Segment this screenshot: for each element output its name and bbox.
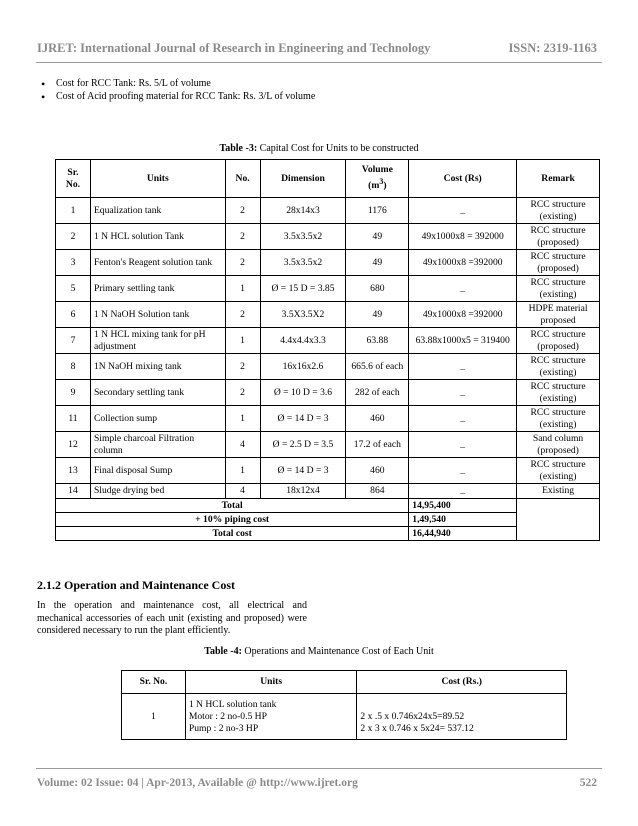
cell-volume: 460: [346, 406, 409, 432]
cell-cost: _: [409, 484, 517, 499]
cell-no: 1: [225, 276, 260, 302]
total-row: [56, 499, 600, 513]
section-paragraph: In the operation and maintenance cost, all electrical and mechanical accessories of each unit (existing and proposed) were considered necessary to run the plant efficiently.: [37, 600, 307, 636]
cell-dimension: Ø = 14 D = 3: [260, 458, 346, 484]
cell-dimension: 28x14x3: [260, 198, 346, 224]
cell-no: 2: [225, 198, 260, 224]
col-header-units: Units: [185, 671, 357, 694]
cell-remark: RCC structure (existing): [517, 198, 600, 224]
cell-unit: Final disposal Sump: [90, 458, 225, 484]
bullet-item: • Cost of Acid proofing material for RCC Tank: Rs. 3/L of volume: [37, 91, 337, 104]
table-header-row: [122, 671, 567, 694]
cell-sr: 8: [56, 354, 91, 380]
cell-dimension: 4.4x4.4x3.3: [260, 328, 346, 354]
cell-no: 1: [225, 458, 260, 484]
cell-no: 4: [225, 484, 260, 499]
cost-line: 2 x .5 x 0.746x24x5=89.52: [360, 710, 465, 722]
cell-remark: RCC structure (proposed): [517, 224, 600, 250]
cost-line: 2 x 3 x 0.746 x 5x24= 537.12: [360, 722, 474, 734]
table-row: [56, 198, 600, 224]
cell-remark: HDPE material proposed: [517, 302, 600, 328]
cell-cost: _: [409, 380, 517, 406]
table4-caption: [0, 646, 638, 657]
cell-dimension: Ø = 14 D = 3: [260, 406, 346, 432]
unit-line: 1 N HCL solution tank: [188, 698, 277, 710]
cell-remark: RCC structure (existing): [517, 380, 600, 406]
table-row: [56, 354, 600, 380]
cell-sr: 5: [56, 276, 91, 302]
cell-unit: Primary settling tank: [90, 276, 225, 302]
cell-volume: 17.2 of each: [346, 432, 409, 458]
table-header-row: [56, 160, 600, 198]
table-row: [56, 250, 600, 276]
cell-remark: RCC structure (existing): [517, 458, 600, 484]
table-row: [56, 224, 600, 250]
unit-line: Motor : 2 no-0.5 HP: [188, 710, 267, 722]
cell-sr: 14: [56, 484, 91, 499]
cell-sr: 1: [122, 694, 186, 740]
cell-cost: _: [409, 198, 517, 224]
col-header-no: No.: [225, 160, 260, 198]
cell-unit: 1N NaOH mixing tank: [90, 354, 225, 380]
table-row: [56, 406, 600, 432]
page-number: 522: [579, 777, 597, 789]
total-value: 14,95,400: [409, 499, 517, 513]
capital-cost-table: [55, 159, 600, 541]
cell-no: 2: [225, 354, 260, 380]
cell-remark: RCC structure (existing): [517, 354, 600, 380]
col-header-remark: Remark: [517, 160, 600, 198]
cell-sr: 1: [56, 198, 91, 224]
col-header-units: Units: [90, 160, 225, 198]
total-label: Total cost: [56, 527, 409, 541]
cell-no: 1: [225, 328, 260, 354]
cell-remark: RCC structure (proposed): [517, 250, 600, 276]
cell-unit: Equalization tank: [90, 198, 225, 224]
cell-no: 2: [225, 224, 260, 250]
cell-no: 2: [225, 302, 260, 328]
cell-volume: 665.6 of each: [346, 354, 409, 380]
cell-unit: Collection sump: [90, 406, 225, 432]
cell-cost: _: [409, 354, 517, 380]
cell-cost: _: [409, 432, 517, 458]
footer-volume: Volume: 02 Issue: 04 | Apr-2013, Available @ http://www.ijret.org: [37, 777, 358, 789]
footer-rule: [36, 768, 602, 769]
cell-cost: _: [409, 276, 517, 302]
col-header-sr: Sr. No.: [56, 160, 91, 198]
empty-remark-cell: [517, 499, 600, 541]
col-header-cost: Cost (Rs.): [357, 671, 567, 694]
cell-cost: 49x1000x8 =392000: [409, 250, 517, 276]
table-row: [56, 432, 600, 458]
cell-volume: 49: [346, 302, 409, 328]
col-header-cost: Cost (Rs): [409, 160, 517, 198]
unit-line: Pump : 2 no-3 HP: [188, 722, 259, 734]
cell-cost: _: [409, 458, 517, 484]
page-footer: [37, 777, 597, 789]
table-row: [56, 276, 600, 302]
total-label: + 10% piping cost: [56, 513, 409, 527]
table3-caption: [0, 143, 638, 154]
section-heading: 2.1.2 Operation and Maintenance Cost: [37, 578, 235, 592]
table-row: [122, 694, 567, 740]
cell-cost: 49x1000x8 = 392000: [409, 224, 517, 250]
cell-dimension: Ø = 10 D = 3.6: [260, 380, 346, 406]
cell-dimension: 18x12x4: [260, 484, 346, 499]
cell-sr: 6: [56, 302, 91, 328]
cell-units: [185, 694, 357, 740]
table-row: [56, 484, 600, 499]
cell-no: 2: [225, 250, 260, 276]
journal-title: IJRET: International Journal of Research in Engineering and Technology: [37, 41, 431, 55]
cell-cost: 49x1000x8 =392000: [409, 302, 517, 328]
cell-volume: 49: [346, 250, 409, 276]
cell-dimension: 3.5x3.5x2: [260, 224, 346, 250]
cell-volume: 460: [346, 458, 409, 484]
total-value: 1,49,540: [409, 513, 517, 527]
table3-caption-label: Table -3:: [219, 143, 258, 154]
table-row: [56, 328, 600, 354]
cell-sr: 13: [56, 458, 91, 484]
cell-dimension: 16x16x2.6: [260, 354, 346, 380]
col-header-sr: Sr. No.: [122, 671, 186, 694]
bullet-item: • Cost for RCC Tank: Rs. 5/L of volume: [37, 78, 337, 91]
header-rule: [36, 62, 602, 63]
om-cost-table: [121, 670, 567, 740]
cell-unit: 1 N HCL mixing tank for pH adjustment: [90, 328, 225, 354]
cell-sr: 2: [56, 224, 91, 250]
page-header: [37, 41, 597, 56]
col-header-volume: Volume $(m^3)$: [346, 160, 409, 198]
cell-sr: 9: [56, 380, 91, 406]
cell-remark: RCC structure (proposed): [517, 328, 600, 354]
cell-dimension: Ø = 15 D = 3.85: [260, 276, 346, 302]
cell-dimension: 3.5x3.5x2: [260, 250, 346, 276]
total-value: 16,44,940: [409, 527, 517, 541]
cell-sr: 7: [56, 328, 91, 354]
cell-remark: RCC structure (existing): [517, 406, 600, 432]
cell-sr: 11: [56, 406, 91, 432]
cell-volume: 63.88: [346, 328, 409, 354]
cell-remark: RCC structure (existing): [517, 276, 600, 302]
cell-unit: Simple charcoal Filtration column: [90, 432, 225, 458]
total-label: Total: [56, 499, 409, 513]
table-row: [56, 380, 600, 406]
cell-no: 2: [225, 380, 260, 406]
cell-volume: 680: [346, 276, 409, 302]
table3-caption-text: Capital Cost for Units to be constructed: [259, 143, 419, 154]
table-row: [56, 458, 600, 484]
cell-no: 4: [225, 432, 260, 458]
col-header-dimension: Dimension: [260, 160, 346, 198]
cell-unit: Secondary settling tank: [90, 380, 225, 406]
cell-volume: 282 of each: [346, 380, 409, 406]
cell-unit: Fenton's Reagent solution tank: [90, 250, 225, 276]
cell-remark: Existing: [517, 484, 600, 499]
cell-unit: 1 N NaOH Solution tank: [90, 302, 225, 328]
cell-volume: 1176: [346, 198, 409, 224]
cell-unit: Sludge drying bed: [90, 484, 225, 499]
cell-remark: Sand column (proposed): [517, 432, 600, 458]
cost-bullets: [37, 78, 337, 103]
table4-caption-text: Operations and Maintenance Cost of Each Unit: [244, 646, 434, 657]
cell-dimension: Ø = 2.5 D = 3.5: [260, 432, 346, 458]
cell-sr: 12: [56, 432, 91, 458]
table4-caption-label: Table -4:: [204, 646, 242, 657]
cell-unit: 1 N HCL solution Tank: [90, 224, 225, 250]
cell-cost: 63.88x1000x5 = 319400: [409, 328, 517, 354]
cell-volume: 49: [346, 224, 409, 250]
cell-cost: _: [409, 406, 517, 432]
cell-sr: 3: [56, 250, 91, 276]
cell-dimension: 3.5X3.5X2: [260, 302, 346, 328]
cell-volume: 864: [346, 484, 409, 499]
issn: ISSN: 2319-1163: [508, 41, 597, 55]
cell-cost: [357, 694, 567, 740]
table-row: [56, 302, 600, 328]
cell-no: 1: [225, 406, 260, 432]
